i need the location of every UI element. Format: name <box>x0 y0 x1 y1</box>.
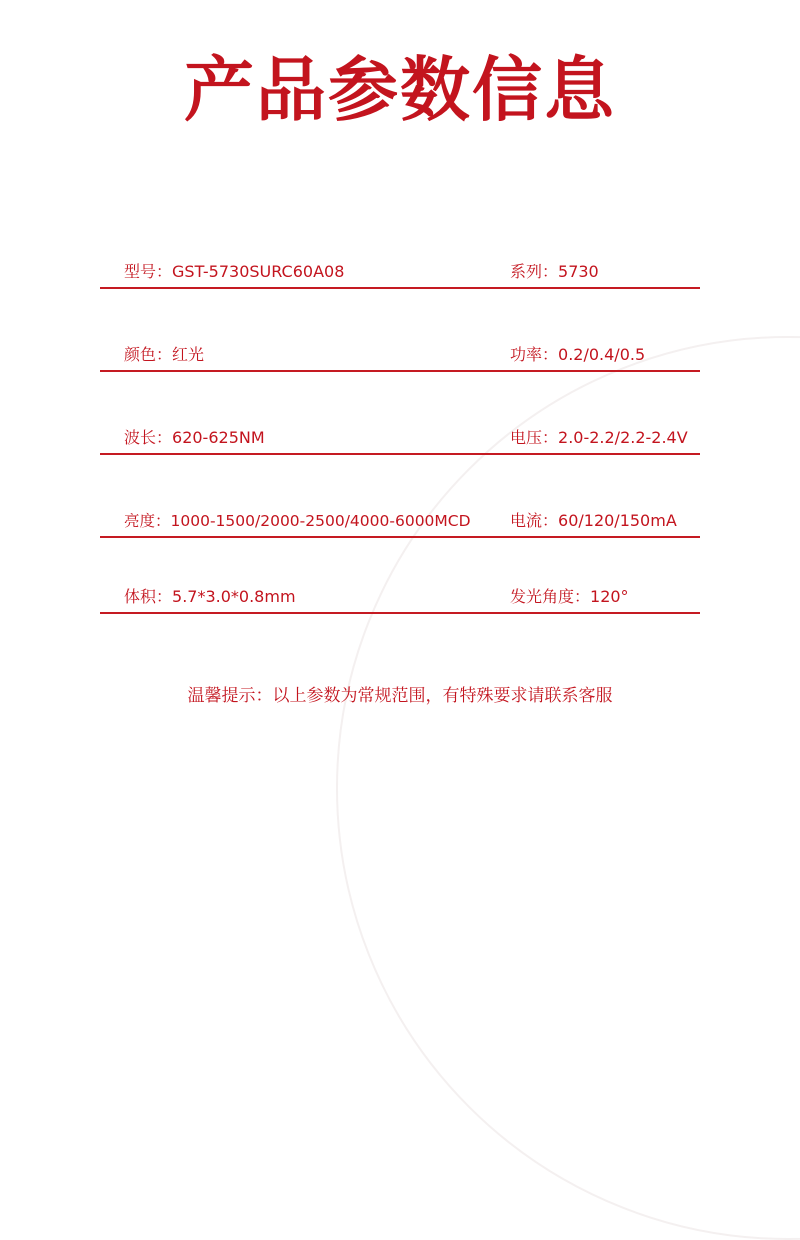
spec-voltage <box>510 425 688 453</box>
spec-brightness-label: 亮度： <box>124 512 171 530</box>
spec-power-value: 0.2/0.4/0.5 <box>558 345 646 364</box>
spec-color-label: 颜色： <box>124 345 173 364</box>
footer-note: 温馨提示：以上参数为常规范围，有特殊要求请联系客服 <box>187 686 613 706</box>
spec-wavelength-label: 波长： <box>124 428 173 447</box>
spec-series-value: 5730 <box>558 262 599 281</box>
spec-angle-label: 发光角度： <box>510 587 591 606</box>
spec-brightness-value: 1000-1500/2000-2500/4000-6000MCD <box>170 512 471 530</box>
spec-angle-value: 120° <box>590 587 629 606</box>
spec-size-value: 5.7*3.0*0.8mm <box>172 587 296 606</box>
spec-color-value: 红光 <box>172 345 205 364</box>
row-divider <box>100 536 700 538</box>
spec-color <box>124 342 204 370</box>
row-divider <box>100 287 700 289</box>
spec-current-value: 60/120/150mA <box>558 511 677 530</box>
spec-model-label: 型号： <box>124 262 173 281</box>
spec-wavelength <box>124 425 265 453</box>
row-divider <box>100 453 700 455</box>
spec-current-label: 电流： <box>510 511 559 530</box>
spec-series <box>510 259 599 287</box>
spec-brightness <box>124 508 471 536</box>
spec-angle <box>510 584 629 612</box>
spec-model-value: GST-5730SURC60A08 <box>172 262 345 281</box>
spec-voltage-label: 电压： <box>510 428 559 447</box>
spec-voltage-value: 2.0-2.2/2.2-2.4V <box>558 428 688 447</box>
spec-power <box>510 342 645 370</box>
row-divider <box>100 370 700 372</box>
spec-size <box>124 584 296 612</box>
spec-row-wavelength-voltage <box>100 425 700 455</box>
spec-row-brightness-current <box>100 508 700 538</box>
spec-row-color-power <box>100 342 700 372</box>
spec-series-label: 系列： <box>510 262 559 281</box>
spec-row-size-angle <box>100 584 700 614</box>
spec-power-label: 功率： <box>510 345 559 364</box>
spec-current <box>510 508 677 536</box>
corner-decoration <box>336 336 800 1240</box>
row-divider <box>100 612 700 614</box>
spec-size-label: 体积： <box>124 587 173 606</box>
spec-wavelength-value: 620-625NM <box>172 428 265 447</box>
spec-row-model-series <box>100 259 700 289</box>
page-title: 产品参数信息 <box>184 49 616 131</box>
spec-model <box>124 259 344 287</box>
